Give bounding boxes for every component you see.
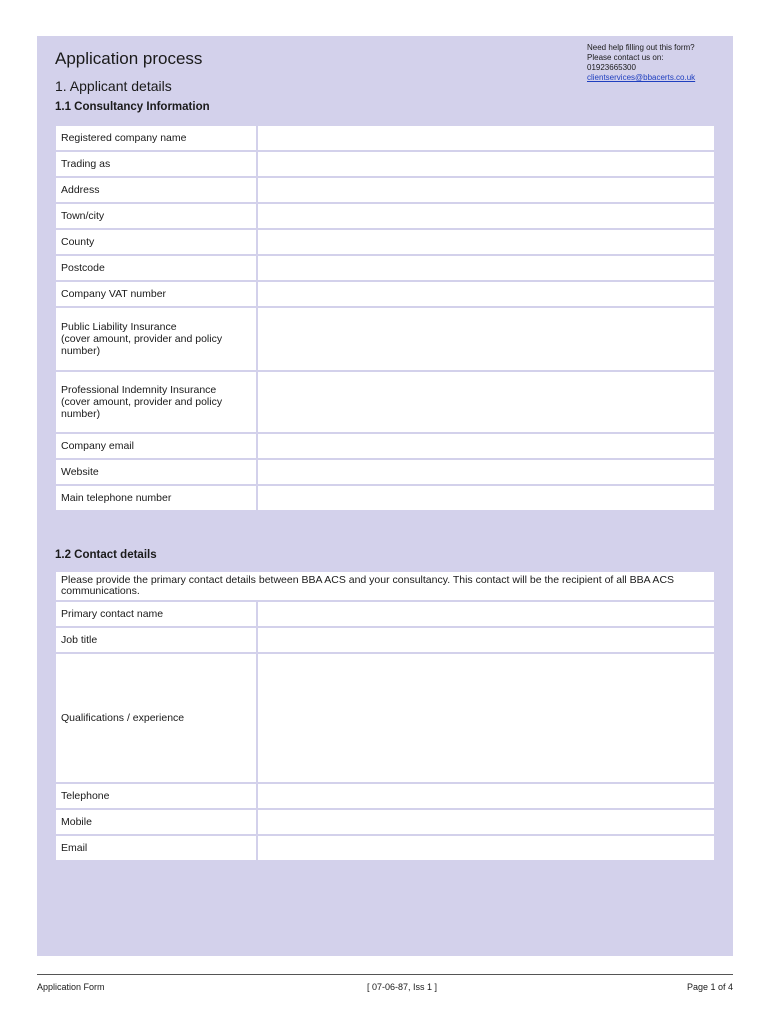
- field-label: Professional Indemnity Insurance (cover amount, provider and policy number): [55, 371, 257, 433]
- page-title: Application process: [55, 49, 203, 68]
- field-label: Main telephone number: [55, 485, 257, 511]
- form-panel: [37, 36, 733, 956]
- field-label: Primary contact name: [55, 601, 257, 627]
- field-label: Job title: [55, 627, 257, 653]
- table-row: [55, 151, 715, 177]
- footer-divider: [37, 974, 733, 975]
- address-input[interactable]: [257, 177, 715, 203]
- field-label: Telephone: [55, 783, 257, 809]
- footer-page-number: Page 1 of 4: [686, 982, 733, 992]
- county-input[interactable]: [257, 229, 715, 255]
- table-row: [55, 653, 715, 783]
- website-input[interactable]: [257, 459, 715, 485]
- table-row: [55, 125, 715, 151]
- table-row: [55, 229, 715, 255]
- help-box: [587, 43, 695, 83]
- company-vat-number-input[interactable]: [257, 281, 715, 307]
- telephone-input[interactable]: [257, 783, 715, 809]
- professional-indemnity-insurance-input[interactable]: [257, 371, 715, 433]
- job-title-input[interactable]: [257, 627, 715, 653]
- primary-contact-name-input[interactable]: [257, 601, 715, 627]
- public-liability-insurance-input[interactable]: [257, 307, 715, 371]
- mobile-input[interactable]: [257, 809, 715, 835]
- field-label: County: [55, 229, 257, 255]
- table-row: [55, 203, 715, 229]
- field-label: Company email: [55, 433, 257, 459]
- main-telephone-number-input[interactable]: [257, 485, 715, 511]
- table-row: [55, 783, 715, 809]
- field-label: Company VAT number: [55, 281, 257, 307]
- field-label: Trading as: [55, 151, 257, 177]
- table-row: [55, 485, 715, 511]
- field-label: Email: [55, 835, 257, 861]
- table-row: [55, 627, 715, 653]
- table-row: [55, 177, 715, 203]
- town-city-input[interactable]: [257, 203, 715, 229]
- table-row: [55, 371, 715, 433]
- field-label: Town/city: [55, 203, 257, 229]
- table-row: [55, 459, 715, 485]
- footer-document-ref: [ 07-06-87, Iss 1 ]: [367, 982, 438, 992]
- postcode-input[interactable]: [257, 255, 715, 281]
- field-label: Public Liability Insurance (cover amount, provider and policy number): [55, 307, 257, 371]
- table-row: [55, 255, 715, 281]
- company-email-input[interactable]: [257, 433, 715, 459]
- section-heading: 1. Applicant details: [55, 78, 172, 94]
- table-row: [55, 307, 715, 371]
- subsection-heading-contact: 1.2 Contact details: [55, 549, 157, 561]
- table-row: [55, 809, 715, 835]
- field-label: Qualifications / experience: [55, 653, 257, 783]
- field-label: Website: [55, 459, 257, 485]
- help-email-link[interactable]: clientservices@bbacerts.co.uk: [587, 73, 696, 82]
- contact-table: [54, 570, 716, 862]
- subsection-heading-consultancy: 1.1 Consultancy Information: [55, 101, 210, 113]
- footer-form-name: Application Form: [37, 982, 105, 992]
- consultancy-table: [54, 124, 716, 512]
- table-row: [55, 601, 715, 627]
- field-label: Address: [55, 177, 257, 203]
- field-label: Registered company name: [55, 125, 257, 151]
- table-row: [55, 571, 715, 601]
- registered-company-name-input[interactable]: [257, 125, 715, 151]
- help-line-1: Need help filling out this form?: [587, 43, 695, 52]
- email-input[interactable]: [257, 835, 715, 861]
- contact-instructions: Please provide the primary contact details between BBA ACS and your consultancy. This contact will be the recipient of all BBA ACS communications.: [55, 571, 715, 601]
- trading-as-input[interactable]: [257, 151, 715, 177]
- qualifications-experience-input[interactable]: [257, 653, 715, 783]
- table-row: [55, 835, 715, 861]
- field-label: Mobile: [55, 809, 257, 835]
- field-label: Postcode: [55, 255, 257, 281]
- help-line-2: Please contact us on:: [587, 53, 664, 62]
- table-row: [55, 433, 715, 459]
- table-row: [55, 281, 715, 307]
- help-phone: 01923665300: [587, 63, 636, 72]
